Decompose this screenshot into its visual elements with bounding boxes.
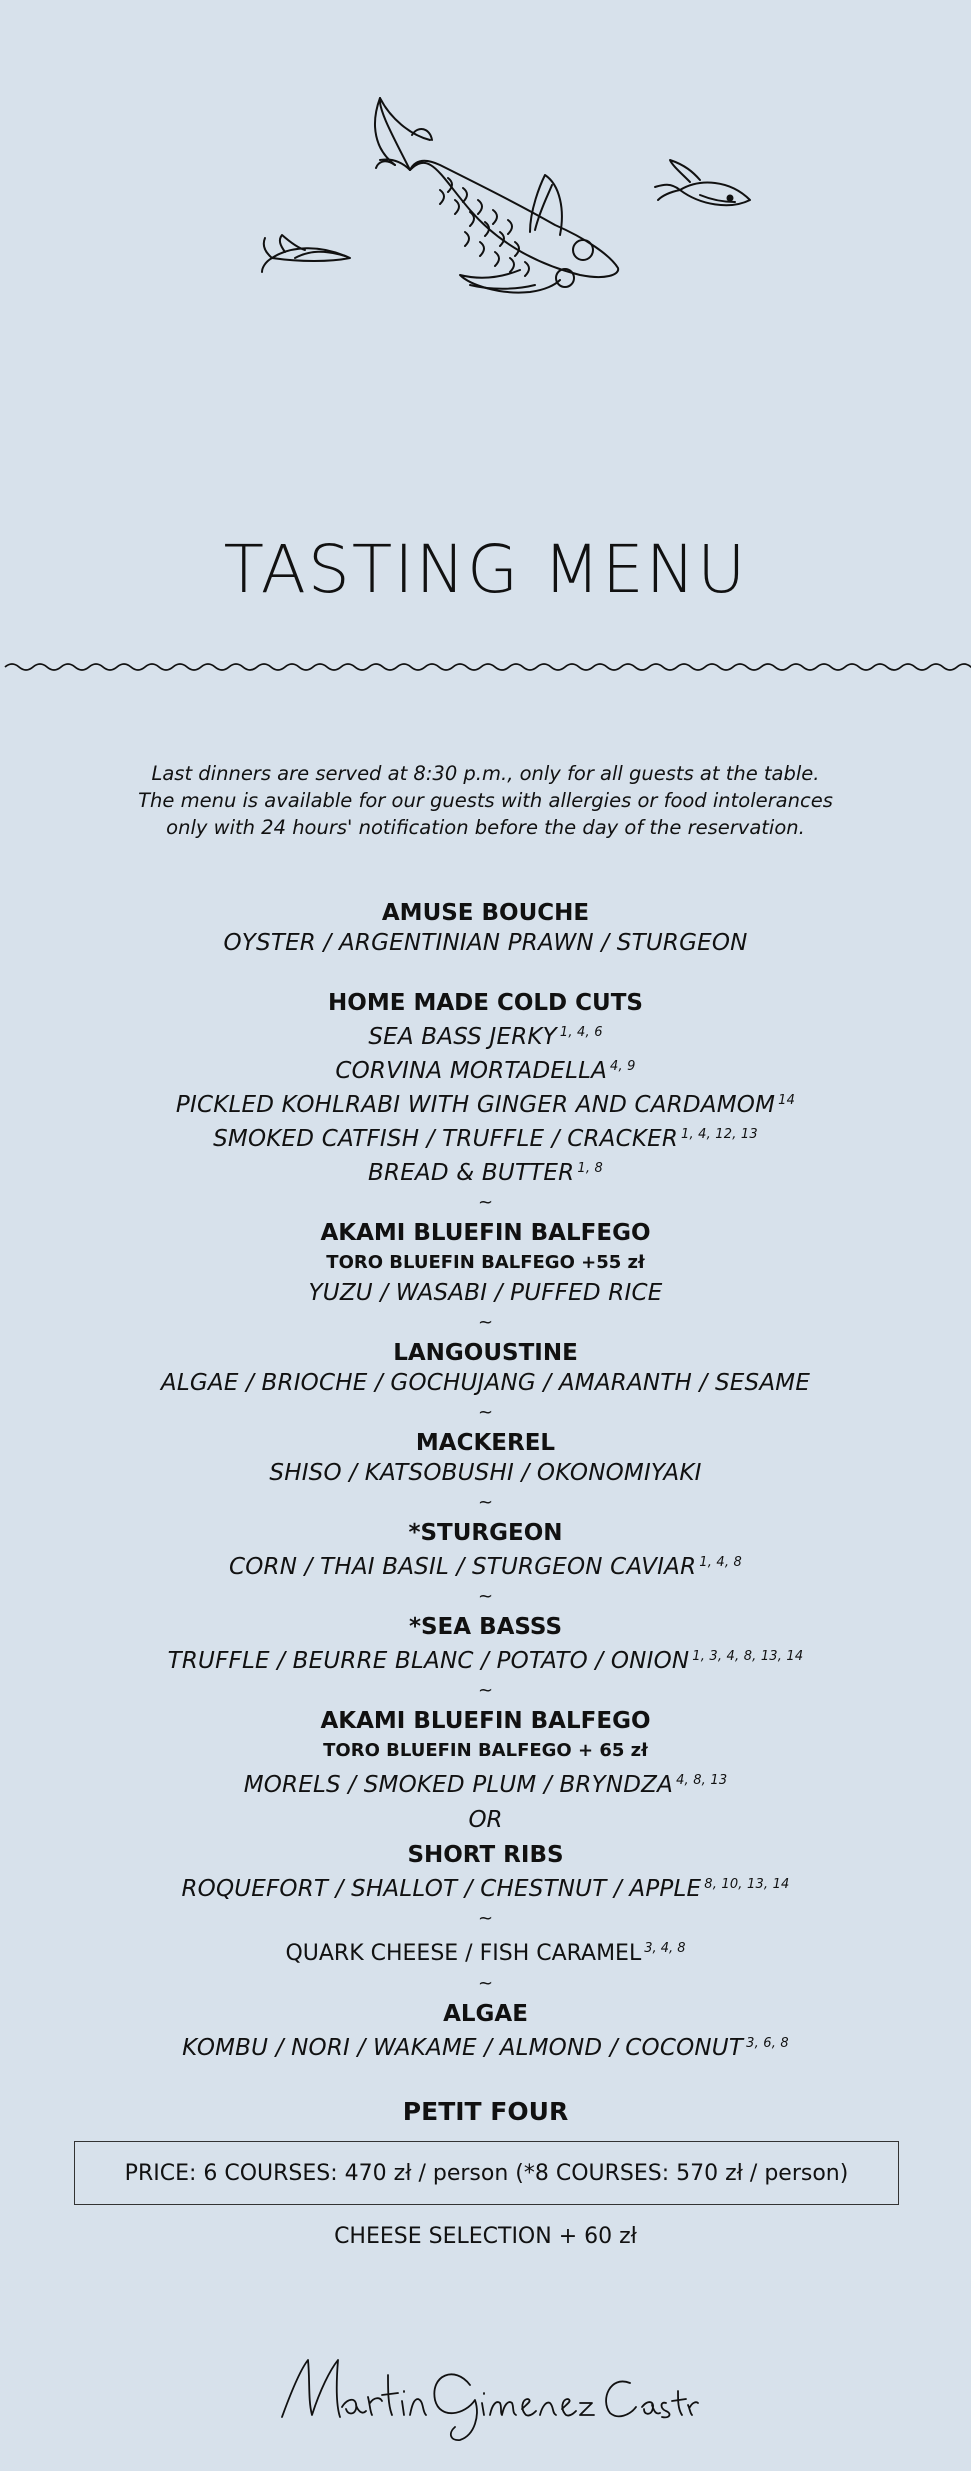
- allergen-codes: 1, 4, 6: [559, 1025, 603, 1040]
- course-separator: ~: [477, 1492, 494, 1513]
- small-fish-right-icon: [655, 160, 750, 205]
- allergen-codes: 3, 4, 8: [644, 1941, 686, 1956]
- small-fish-left-icon: [262, 235, 350, 272]
- course-heading: AKAMI BLUEFIN BALFEGO: [320, 1220, 651, 1246]
- allergen-codes: 1, 8: [577, 1161, 603, 1176]
- price-text: PRICE: 6 COURSES: 470 zł / person (*8 COURSES: 570 zł / person): [124, 2160, 849, 2186]
- course-description: ALGAE / BRIOCHE / GOCHUJANG / AMARANTH / SESAME: [160, 1370, 811, 1396]
- allergen-codes: 4, 8, 13: [676, 1773, 728, 1788]
- fish-illustration: [0, 0, 971, 330]
- allergen-codes: 3, 6, 8: [746, 2036, 789, 2051]
- course-separator: ~: [477, 1908, 494, 1929]
- course-description: QUARK CHEESE / FISH CARAMEL $^{3, 4, 8}$: [285, 1941, 686, 1966]
- course-separator: ~: [477, 1312, 494, 1333]
- allergen-codes: 1, 3, 4, 8, 13, 14: [692, 1649, 804, 1664]
- course-description: ROQUEFORT / SHALLOT / CHESTNUT / APPLE $^{8, 10, 13, 14}$: [181, 1876, 790, 1902]
- koi-fish-icon: [375, 98, 618, 293]
- course-heading: *SEA BASSS: [408, 1614, 563, 1640]
- notice-line: The menu is available for our guests with allergies or food intolerances: [138, 789, 833, 812]
- course-heading: LANGOUSTINE: [393, 1340, 578, 1366]
- allergen-codes: 4, 9: [610, 1059, 636, 1074]
- course-description: SHISO / KATSOBUSHI / OKONOMIYAKI: [269, 1460, 702, 1486]
- course-heading: AMUSE BOUCHE: [381, 900, 590, 926]
- course-separator: ~: [477, 1192, 494, 1213]
- course-description: YUZU / WASABI / PUFFED RICE: [308, 1280, 663, 1306]
- course-description: CORVINA MORTADELLA $^{4, 9}$: [335, 1058, 636, 1084]
- upgrade-option: TORO BLUEFIN BALFEGO + 65 zł: [323, 1740, 648, 1761]
- chef-signature: [270, 2345, 700, 2445]
- petit-four-heading: PETIT FOUR: [402, 2097, 569, 2126]
- course-heading: HOME MADE COLD CUTS: [328, 990, 643, 1016]
- course-heading: AKAMI BLUEFIN BALFEGO: [320, 1708, 651, 1734]
- allergen-codes: 1, 4, 8: [699, 1555, 743, 1570]
- course-separator: ~: [477, 1973, 494, 1994]
- course-description: MORELS / SMOKED PLUM / BRYNDZA $^{4, 8, 13}$: [243, 1772, 728, 1798]
- course-description: CORN / THAI BASIL / STURGEON CAVIAR $^{1, 4, 8}$: [228, 1554, 743, 1580]
- course-description: OYSTER / ARGENTINIAN PRAWN / STURGEON: [223, 930, 748, 956]
- course-description: SEA BASS JERKY $^{1, 4, 6}$: [368, 1024, 603, 1050]
- reservation-notice: [0, 760, 971, 841]
- page-title: TASTING MENU: [223, 531, 748, 608]
- course-heading: ALGAE: [443, 2001, 528, 2027]
- course-list: [0, 898, 971, 2063]
- course-heading: SHORT RIBS: [407, 1842, 564, 1868]
- course-description: BREAD & BUTTER $^{1, 8}$: [368, 1160, 603, 1186]
- course-separator: ~: [477, 1402, 494, 1423]
- allergen-codes: 8, 10, 13, 14: [704, 1877, 790, 1892]
- allergen-codes: 14: [778, 1093, 796, 1108]
- course-heading: *STURGEON: [408, 1520, 563, 1546]
- course-separator: ~: [477, 1680, 494, 1701]
- notice-line: Last dinners are served at 8:30 p.m., only for all guests at the table.: [151, 762, 820, 785]
- cheese-selection: CHEESE SELECTION + 60 zł: [334, 2224, 637, 2249]
- price-box: [74, 2141, 899, 2205]
- course-heading: MACKEREL: [415, 1430, 556, 1456]
- or-divider: OR: [468, 1807, 503, 1833]
- allergen-codes: 1, 4, 12, 13: [681, 1127, 758, 1142]
- course-separator: ~: [477, 1586, 494, 1607]
- upgrade-option: TORO BLUEFIN BALFEGO +55 zł: [326, 1252, 645, 1273]
- wave-divider: [0, 652, 971, 682]
- notice-line: only with 24 hours' notification before the day of the reservation.: [166, 816, 805, 839]
- course-description: TRUFFLE / BEURRE BLANC / POTATO / ONION $^{1, 3, 4, 8, 13, 14}$: [167, 1648, 804, 1674]
- course-description: SMOKED CATFISH / TRUFFLE / CRACKER $^{1, 4, 12, 13}$: [213, 1126, 758, 1152]
- course-description: KOMBU / NORI / WAKAME / ALMOND / COCONUT $^{3, 6, 8}$: [182, 2035, 789, 2061]
- course-description: PICKLED KOHLRABI WITH GINGER AND CARDAMOM $^{14}$: [175, 1092, 796, 1118]
